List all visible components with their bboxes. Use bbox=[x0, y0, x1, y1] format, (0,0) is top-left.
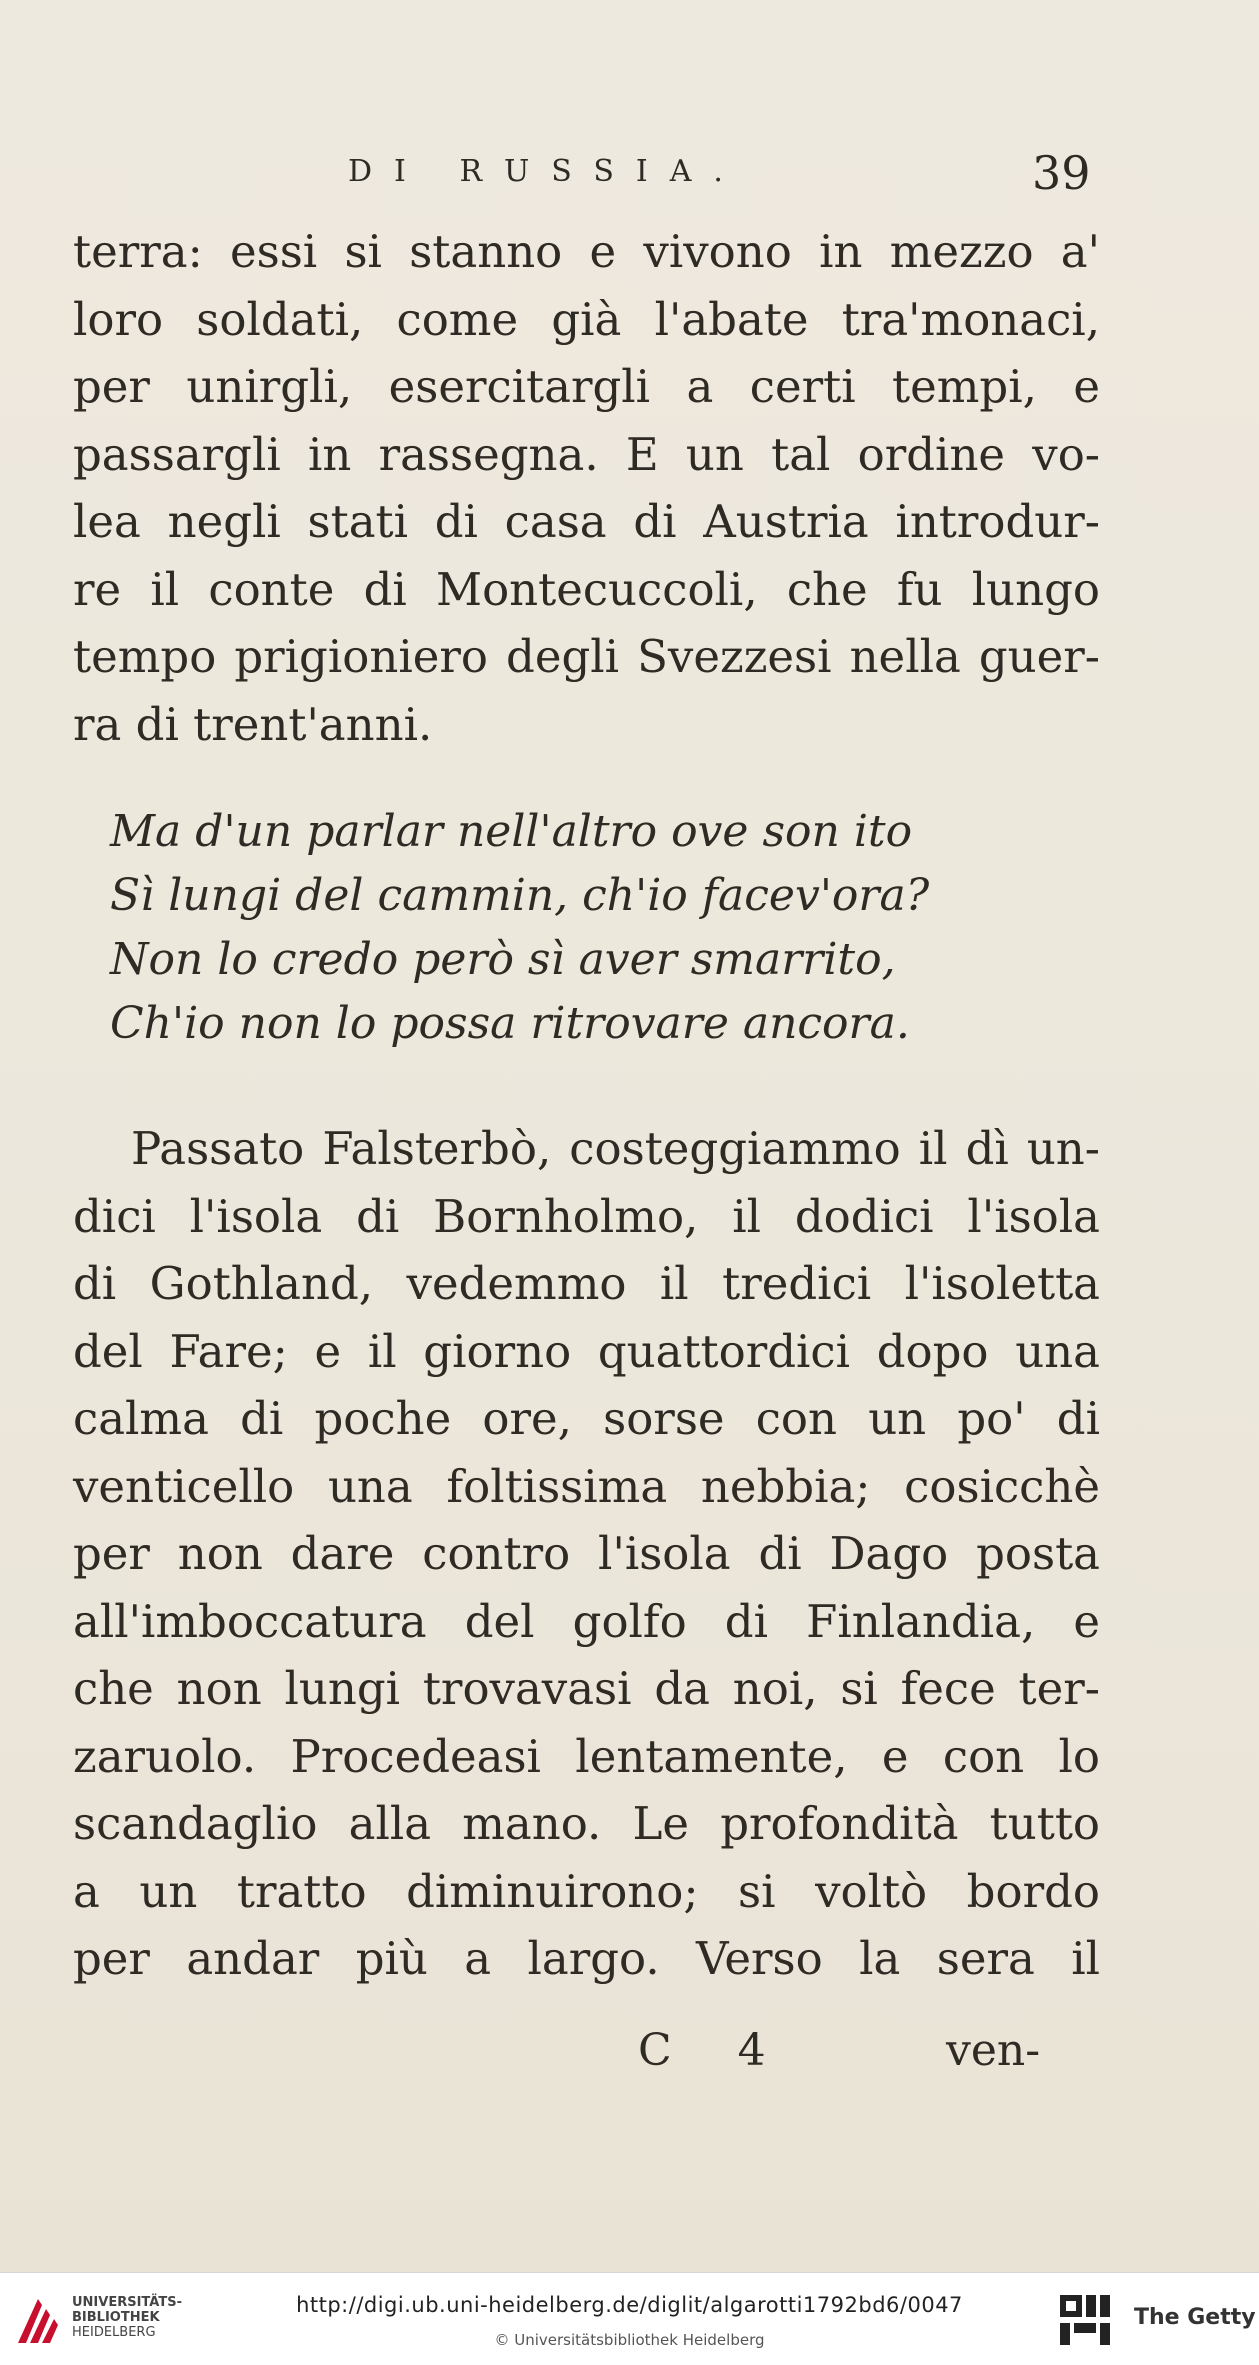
text-line: all'imboccatura del golfo di Finlandia, e bbox=[73, 1594, 1100, 1648]
paragraph-2 bbox=[73, 1115, 1100, 1993]
running-title: DI RUSSIA. bbox=[348, 154, 745, 189]
verse-line: Ma d'un parlar nell'altro ove son ito bbox=[110, 806, 913, 857]
partner-name: The Getty bbox=[1134, 2305, 1256, 2330]
text-line: terra: essi si stanno e vivono in mezzo a' bbox=[73, 225, 1100, 278]
verse-line: Non lo credo però sì aver smarrito, bbox=[110, 934, 896, 985]
library-name-line: BIBLIOTHEK bbox=[72, 2310, 160, 2325]
viewer-footer bbox=[0, 2272, 1259, 2365]
verse-quotation bbox=[110, 800, 1070, 1056]
text-line: che non lungi trovavasi da noi, si fece ter- bbox=[73, 1662, 1100, 1715]
page-foot bbox=[0, 2025, 1259, 2085]
text-line: passargli in rassegna. E un tal ordine vo- bbox=[73, 427, 1100, 481]
text-line: per andar più a largo. Verso la sera il bbox=[73, 1932, 1100, 1985]
verse-line: Ch'io non lo possa ritrovare ancora. bbox=[110, 998, 910, 1049]
signature-mark: C 4 bbox=[638, 2025, 792, 2076]
getty-logo-icon bbox=[1058, 2293, 1112, 2347]
text-line: venticello una foltissima nebbia; cosicchè bbox=[73, 1459, 1100, 1513]
text-line: ra di trent'anni. bbox=[73, 697, 433, 751]
text-line: lea negli stati di casa di Austria introdur- bbox=[73, 495, 1100, 548]
verse-line: Sì lungi del cammin, ch'io facev'ora? bbox=[110, 870, 930, 921]
text-line: tempo prigioniero degli Svezzesi nella guer- bbox=[73, 630, 1100, 683]
text-line: zaruolo. Procedeasi lentamente, e con lo bbox=[73, 1729, 1100, 1783]
library-name-line: UNIVERSITÄTS- bbox=[72, 2295, 182, 2310]
text-line: scandaglio alla mano. Le profondità tutto bbox=[73, 1797, 1100, 1850]
catchword: ven- bbox=[946, 2025, 1041, 2076]
text-line: a un tratto diminuirono; si voltò bordo bbox=[73, 1864, 1100, 1918]
text-line: re il conte di Montecuccoli, che fu lungo bbox=[73, 562, 1100, 616]
text-line: dici l'isola di Bornholmo, il dodici l'isola bbox=[73, 1189, 1100, 1243]
text-line: loro soldati, come già l'abate tra'monaci, bbox=[73, 292, 1100, 346]
text-line: Passato Falsterbò, costeggiammo il dì un- bbox=[131, 1122, 1100, 1175]
text-line: calma di poche ore, sorse con un po' di bbox=[73, 1392, 1100, 1445]
text-line: del Fare; e il giorno quattordici dopo una bbox=[73, 1324, 1100, 1378]
text-line: per non dare contro l'isola di Dago posta bbox=[73, 1527, 1100, 1580]
paragraph-1 bbox=[73, 218, 1100, 758]
page-header bbox=[0, 146, 1259, 210]
text-line: di Gothland, vedemmo il tredici l'isoletta bbox=[73, 1257, 1100, 1310]
permalink-url[interactable]: http://digi.ub.uni-heidelberg.de/diglit/algarotti1792bd6/0047 bbox=[296, 2293, 963, 2317]
library-name-line: HEIDELBERG bbox=[72, 2325, 156, 2340]
page-number: 39 bbox=[1032, 146, 1091, 200]
text-line: per unirgli, esercitargli a certi tempi, e bbox=[73, 360, 1100, 413]
copyright-notice: © Universitätsbibliothek Heidelberg bbox=[494, 2331, 765, 2349]
